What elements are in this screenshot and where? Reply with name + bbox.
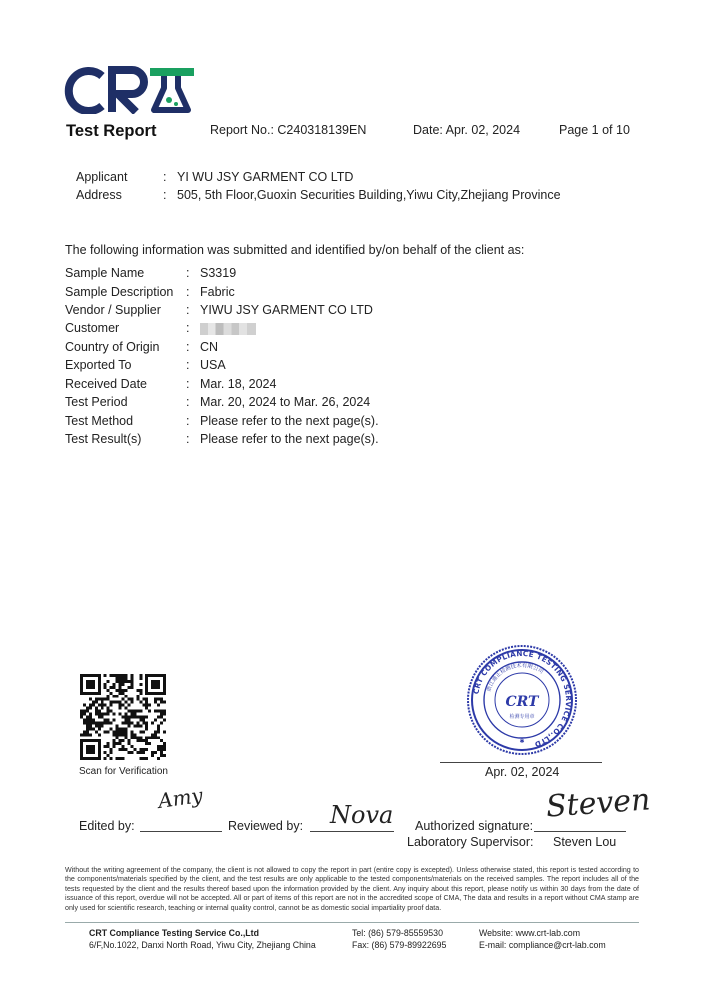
footer-address: 6/F,No.1022, Danxi North Road, Yiwu City, Zhejiang China <box>89 940 316 950</box>
supervisor-name: Steven Lou <box>553 835 617 849</box>
address-value: 505, 5th Floor,Guoxin Securities Building,Yiwu City,Zhejiang Province <box>177 188 561 202</box>
page-indicator: Page 1 of 10 <box>559 123 630 137</box>
field-label: Vendor / Supplier <box>65 303 161 317</box>
authorized-signature-line <box>534 831 626 832</box>
supervisor-label: Laboratory Supervisor: <box>407 835 534 849</box>
field-label: Received Date <box>65 377 147 391</box>
field-label: Test Result(s) <box>65 432 142 446</box>
svg-text:CRT: CRT <box>505 694 539 710</box>
stamp-date: Apr. 02, 2024 <box>485 765 560 779</box>
field-label: Customer <box>65 321 120 335</box>
field-value: Mar. 20, 2024 to Mar. 26, 2024 <box>200 395 371 409</box>
reviewed-by-line <box>310 831 394 832</box>
applicant-value: YI WU JSY GARMENT CO LTD <box>177 170 354 184</box>
qr-finder-inner <box>151 680 160 689</box>
svg-text:CRT COMPLIANCE TESTING SERVICE: CRT COMPLIANCE TESTING SERVICE CO.,LTD <box>471 648 574 750</box>
svg-text:浙江通正检测技术有限公司: 浙江通正检测技术有限公司 <box>486 662 545 693</box>
stamp-date-line <box>440 762 602 763</box>
svg-text:✱: ✱ <box>519 739 525 745</box>
qr-finder-inner <box>86 745 95 754</box>
field-value: CN <box>200 340 219 354</box>
field-value: Please refer to the next page(s). <box>200 414 379 428</box>
address-label: Address <box>76 188 122 202</box>
company-seal-stamp <box>466 644 578 756</box>
colon: : <box>186 432 190 446</box>
field-value: Fabric <box>200 285 235 299</box>
legal-disclaimer: Without the writing agreement of the company, the client is not allowed to copy the report in part (entire copy is excepted). Unless otherwise stated, this report is tested according to the components/materials specified by the client, and the test results are only applicable to the tested components/materials on the received samples. The report includes all of the tests requested by the client and the results thereof based upon the information provided by the client. Any inquiry about this report, please notify us within 30 days from the date of issuance of this report, overdue will not be accepted. All or part of items of this report are not in the accredited scope of CMA, The data and results in a report without CMA stamp are only used for scientific research, teaching or internal quality control, cannot be as domestic social impartiality proof data. <box>65 866 639 912</box>
colon: : <box>186 266 190 280</box>
field-label: Test Period <box>65 395 128 409</box>
footer-company: CRT Compliance Testing Service Co.,Ltd <box>89 928 259 938</box>
footer-email-link[interactable]: E-mail: compliance@crt-lab.com <box>479 940 606 950</box>
field-value: S3319 <box>200 266 237 280</box>
qr-caption: Scan for Verification <box>79 766 168 777</box>
edited-by-label: Edited by: <box>79 819 135 833</box>
colon: : <box>186 303 190 317</box>
report-number: Report No.: C240318139EN <box>210 123 367 137</box>
crt-logo <box>62 66 198 114</box>
applicant-label: Applicant <box>76 170 128 184</box>
edited-by-signature: Amy <box>156 783 205 813</box>
svg-text:检测专用章: 检测专用章 <box>509 714 535 720</box>
intro-text: The following information was submitted and identified by/on behalf of the client as: <box>65 243 525 257</box>
field-label: Test Method <box>65 414 134 428</box>
field-label: Country of Origin <box>65 340 160 354</box>
authorized-signature: Steven <box>544 782 652 825</box>
colon: : <box>186 377 190 391</box>
colon: : <box>186 340 190 354</box>
colon: : <box>186 395 190 409</box>
colon: : <box>186 358 190 372</box>
colon: : <box>186 414 190 428</box>
report-title: Test Report <box>66 122 157 140</box>
report-date: Date: Apr. 02, 2024 <box>413 123 521 137</box>
reviewed-by-signature: Nova <box>330 801 394 829</box>
authorized-signature-label: Authorized signature: <box>415 819 534 833</box>
qr-finder-inner <box>86 680 95 689</box>
field-label: Sample Description <box>65 285 174 299</box>
colon: : <box>186 285 190 299</box>
colon: : <box>163 188 167 202</box>
footer-tel: Tel: (86) 579-85559530 <box>352 928 443 938</box>
colon: : <box>163 170 167 184</box>
field-value: Please refer to the next page(s). <box>200 432 379 446</box>
footer-fax: Fax: (86) 579-89922695 <box>352 940 447 950</box>
customer-redacted <box>200 323 256 335</box>
colon: : <box>186 321 190 335</box>
footer-website-link[interactable]: Website: www.crt-lab.com <box>479 928 581 938</box>
footer-divider <box>65 922 639 923</box>
reviewed-by-label: Reviewed by: <box>228 819 304 833</box>
field-label: Exported To <box>65 358 132 372</box>
field-label: Sample Name <box>65 266 145 280</box>
verification-qr-code[interactable] <box>80 674 166 760</box>
field-value: USA <box>200 358 226 372</box>
edited-by-line <box>140 831 222 832</box>
field-value: Mar. 18, 2024 <box>200 377 277 391</box>
field-value: YIWU JSY GARMENT CO LTD <box>200 303 373 317</box>
